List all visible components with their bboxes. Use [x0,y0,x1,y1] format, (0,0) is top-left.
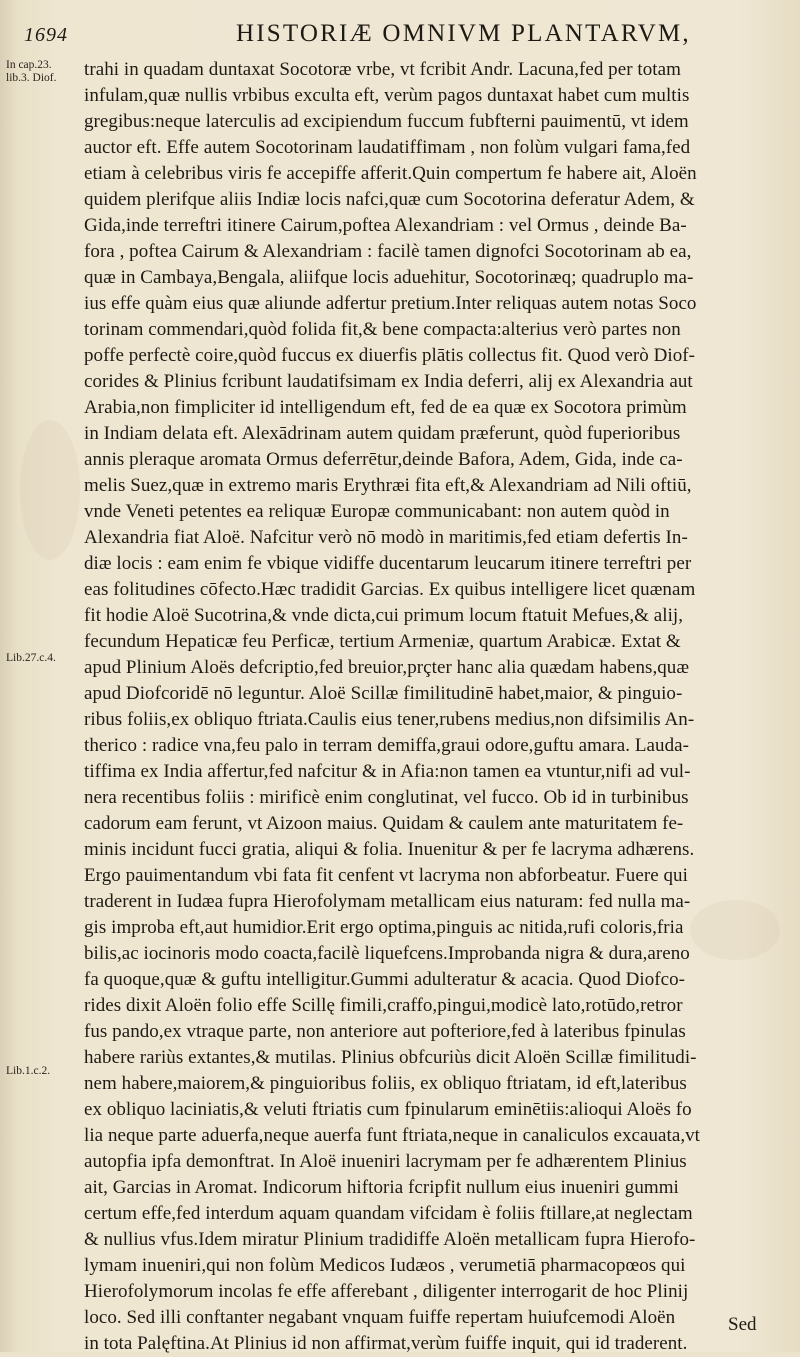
catchword: Sed [728,1314,757,1335]
paper-stain [20,420,80,560]
text-line: quæ in Cambaya,Bengala, aliifque locis aduehitur, Socotorinæq; quadruplo ma- [84,267,694,288]
text-line: apud Plinium Aloës defcriptio,fed breuior,prçter hanc alia quædam habens,quæ [84,657,690,678]
text-line: traderent in Iudæa fupra Hierofolymam metallicam eius naturam: fed nulla ma- [84,891,691,912]
text-line: lymam inueniri,qui non folùm Medicos Iudæos , verumetiā pharmacopœos qui [84,1255,686,1276]
main-text [84,57,774,1357]
margin-note: In cap.23. lib.3. Diof. [6,59,57,84]
text-line: auctor eft. Effe autem Socotorinam laudatiffimam , non folùm vulgari fama,fed [84,137,691,158]
text-line: rides dixit Aloën folio effe Scillę fimili,craffo,pingui,modicè lato,rotūdo,retror [84,995,683,1016]
text-line: therico : radice vna,feu palo in terram demiffa,graui odore,guftu amara. Lauda- [84,735,689,756]
text-line: quidem plerifque aliis Indiæ locis nafci,quæ cum Socotorina deferatur Adem, & [84,189,695,210]
text-line: fit hodie Aloë Sucotrina,& vnde dicta,cui primum locum ftatuit Mefues,& alij, [84,605,684,626]
text-line: in tota Palęftina.At Plinius id non affirmat,verùm fuiffe inquit, qui id traderent. [84,1333,688,1354]
text-line: torinam commendari,quòd folida fit,& bene compacta:alterius verò partes non [84,319,681,340]
text-line: autopfia ipfa demonftrat. In Aloë inueniri lacrymam per fe adhærentem Plinius [84,1151,687,1172]
text-line: & nullius vfus.Idem miratur Plinium tradidiffe Aloën metallicam fupra Hierofo- [84,1229,696,1250]
text-line: ius effe quàm eius quæ aliunde adfertur pretium.Inter reliquas autem notas Soco [84,293,697,314]
text-line: eas folitudines cōfecto.Hæc tradidit Garcias. Ex quibus intelligere licet quænam [84,579,696,600]
text-line: trahi in quadam duntaxat Socotoræ vrbe, vt fcribit Andr. Lacuna,fed per totam [84,59,681,80]
text-line: minis incidunt fucci gratia, aliqui & folia. Inuenitur & per fe lacryma adhærens. [84,839,695,860]
text-line: ex obliquo laciniatis,& veluti ftriatis cum fpinularum eminētiis:alioqui Aloës fo [84,1099,692,1120]
text-line: poffe perfectè coire,quòd fuccus ex diuerfis plātis collectus fit. Quod verò Diof- [84,345,696,366]
text-line: annis pleraque aromata Ormus deferrētur,deinde Bafora, Adem, Gida, inde ca- [84,449,683,470]
text-line: melis Suez,quæ in extremo maris Erythræi fita eft,& Alexandriam ad Nili oftiū, [84,475,692,496]
text-line: loco. Sed illi conftanter negabant vnquam fuiffe repertam huiufcemodi Aloën [84,1307,676,1328]
text-line: bilis,ac iocinoris modo coacta,facilè liquefcens.Improbanda nigra & dura,areno [84,943,690,964]
text-line: ribus foliis,ex obliquo ftriata.Caulis eius tener,rubens medius,non difsimilis An- [84,709,695,730]
text-line: habere rariùs extantes,& mutilas. Plinius obfcuriùs dicit Aloën Scillæ fimilitudi- [84,1047,697,1068]
text-line: ait, Garcias in Aromat. Indicorum hiftoria fcripfit nullum eius inueniri gummi [84,1177,679,1198]
text-line: Hierofolymorum incolas fe effe afferebant , diligenter interrogarit de hoc Plinij [84,1281,689,1302]
text-line: in Indiam delata eft. Alexādrinam autem quidam præferunt, quòd fuperioribus [84,423,681,444]
text-line: Alexandria fiat Aloë. Nafcitur verò nō modò in maritimis,fed etiam defertis In- [84,527,688,548]
margin-note: Lib.1.c.2. [6,1065,51,1077]
text-line: vnde Veneti petentes ea reliquæ Europæ communicabant: non autem quòd in [84,501,670,522]
text-line: etiam à celebribus viris fe accepiffe afferit.Quin compertum fe habere ait, Aloën [84,163,697,184]
text-line: Gida,inde terreftri itinere Cairum,poftea Alexandriam : vel Ormus , deinde Ba- [84,215,687,236]
text-line: Arabia,non fimpliciter id intelligendum eft, fed de ea quæ ex Socotora primùm [84,397,687,418]
page-number: 1694 [24,24,68,46]
text-line: infulam,quæ nullis vrbibus exculta eft, verùm pagos duntaxat habet cum multis [84,85,690,106]
text-line: Ergo pauimentandum vbi fata fit cenfent vt lacryma non abforbeatur. Fuere qui [84,865,688,886]
text-line: gis improba eft,aut humidior.Erit ergo optima,pinguis ac nitida,rufi coloris,fria [84,917,684,938]
margin-note: Lib.27.c.4. [6,652,56,664]
text-line: cadorum eam ferunt, vt Aizoon maius. Quidam & caulem ante maturitatem fe- [84,813,684,834]
text-line: gregibus:neque laterculis ad excipiendum fuccum fubfterni pauimentū, vt idem [84,111,689,132]
text-line: fus pando,ex vtraque parte, non anteriore aut pofteriore,fed à lateribus fpinulas [84,1021,686,1042]
text-line: fora , poftea Cairum & Alexandriam : facilè tamen dignofci Socotorinam ab ea, [84,241,692,262]
text-line: nem habere,maiorem,& pinguioribus foliis, ex obliquo ftriatam, id eft,lateribus [84,1073,687,1094]
running-title: HISTORIÆ OMNIVM PLANTARVM, [236,20,691,47]
text-line: fecundum Hepaticæ feu Perficæ, tertium Armeniæ, quartum Arabicæ. Extat & [84,631,681,652]
text-line: corides & Plinius fcribunt laudatifsimam ex India deferri, alij ex Alexandria aut [84,371,693,392]
text-line: nera recentibus foliis : mirificè enim conglutinat, vel fucco. Ob id in turbinibus [84,787,689,808]
running-head [24,18,714,52]
text-line: tiffima ex India affertur,fed nafcitur & in Afia:non tamen ea vtuntur,nifi ad vul- [84,761,691,782]
text-line: fa quoque,quæ & guftu intelligitur.Gummi adulteratur & acacia. Quod Diofco- [84,969,686,990]
text-line: diæ locis : eam enim fe vbique vidiffe ducentarum leucarum itinere terreftri per [84,553,692,574]
text-line: apud Diofcoridē nō leguntur. Aloë Scillæ fimilitudinē habet,maior, & pinguio- [84,683,683,704]
text-line: lia neque parte aduerfa,neque auerfa funt ftriata,neque in canaliculos excauata,vt [84,1125,700,1146]
text-line: certum effe,fed interdum aquam quandam vifcidam è foliis ftillare,at neglectam [84,1203,693,1224]
